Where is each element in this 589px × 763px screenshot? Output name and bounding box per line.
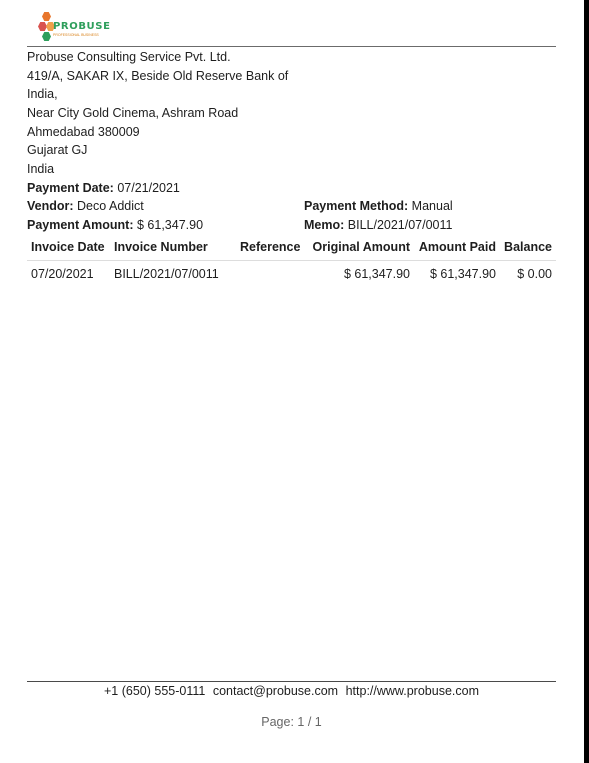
payment-date-value: 07/21/2021 xyxy=(117,181,180,195)
memo-value: BILL/2021/07/0011 xyxy=(347,218,453,232)
payment-method xyxy=(304,198,453,214)
footer-website: http://www.probuse.com xyxy=(345,684,479,698)
column-header-invoice-number: Invoice Number xyxy=(114,240,208,254)
vendor-value: Deco Addict xyxy=(77,199,144,213)
vendor-label: Vendor: xyxy=(27,199,74,213)
company-address-line: India, xyxy=(27,87,58,101)
vendor xyxy=(27,198,144,214)
footer-email: contact@probuse.com xyxy=(212,684,339,698)
table-header-divider xyxy=(27,260,556,261)
company-logo xyxy=(38,10,110,46)
cell-original-amount: $ 61,347.90 xyxy=(343,267,410,281)
footer-phone: +1 (650) 555-0111 xyxy=(104,684,206,698)
footer-contact xyxy=(27,684,556,698)
payment-method-label: Payment Method: xyxy=(304,199,409,213)
memo xyxy=(304,217,453,233)
company-address-line: Near City Gold Cinema, Ashram Road xyxy=(27,106,239,120)
cell-invoice-number: BILL/2021/07/0011 xyxy=(114,267,219,281)
company-address-line: 419/A, SAKAR IX, Beside Old Reserve Bank of xyxy=(27,69,289,83)
column-header-reference: Reference xyxy=(240,240,301,254)
column-header-balance: Balance xyxy=(504,240,552,254)
logo-hex-icon xyxy=(38,22,47,31)
cell-balance: $ 0.00 xyxy=(517,267,552,281)
footer-divider xyxy=(27,681,556,682)
payment-method-value: Manual xyxy=(411,199,453,213)
payment-date xyxy=(27,180,180,196)
payment-amount-label: Payment Amount: xyxy=(27,218,134,232)
column-header-original-amount: Original Amount xyxy=(312,240,410,254)
company-state: Gujarat GJ xyxy=(27,143,88,157)
cell-invoice-date: 07/20/2021 xyxy=(31,267,94,281)
page-number: Page: 1 / 1 xyxy=(261,715,322,729)
company-country: India xyxy=(27,162,55,176)
page-edge xyxy=(584,0,589,763)
logo-hex-icon xyxy=(42,12,51,21)
company-city-zip: Ahmedabad 380009 xyxy=(27,125,140,139)
cell-amount-paid: $ 61,347.90 xyxy=(429,267,496,281)
logo-wordmark: PROBUSE xyxy=(53,21,111,32)
memo-label: Memo: xyxy=(304,218,345,232)
column-header-amount-paid: Amount Paid xyxy=(418,240,496,254)
logo-tagline: PROFESSIONAL BUSINESS xyxy=(53,33,99,37)
logo-hex-icon xyxy=(42,32,51,41)
payment-amount-value: $ 61,347.90 xyxy=(136,218,204,232)
header-divider xyxy=(27,46,556,47)
payment-amount xyxy=(27,217,203,233)
payment-date-label: Payment Date: xyxy=(27,181,114,195)
company-name: Probuse Consulting Service Pvt. Ltd. xyxy=(27,50,231,64)
column-header-invoice-date: Invoice Date xyxy=(31,240,105,254)
